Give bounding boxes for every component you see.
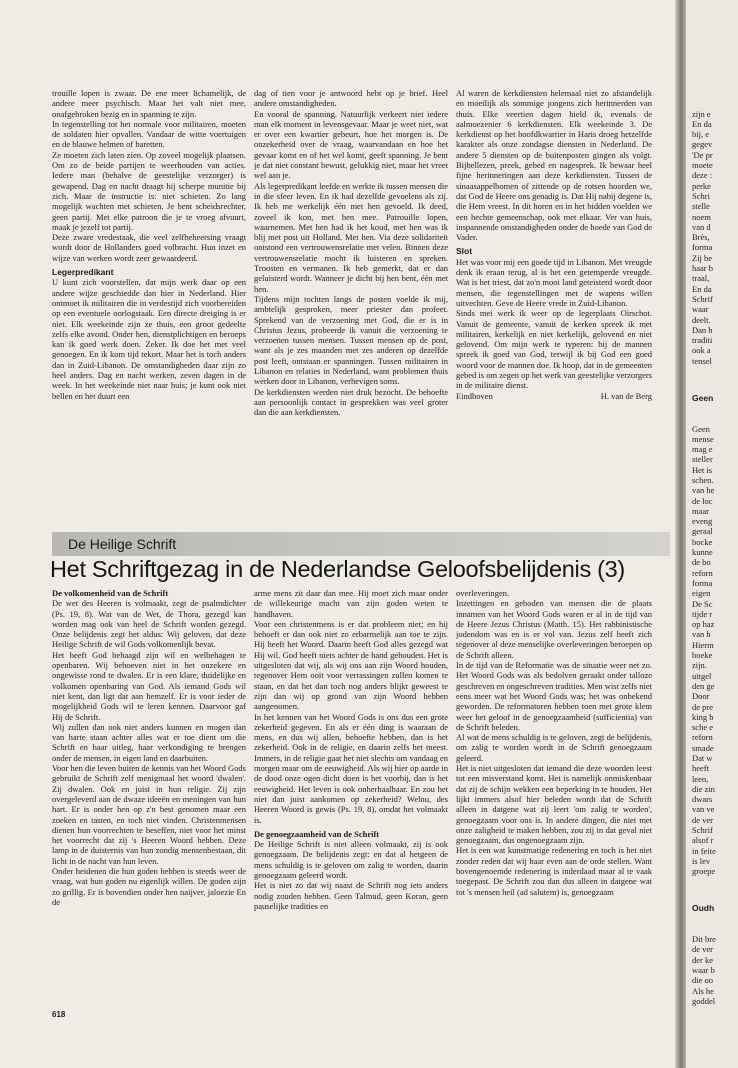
paragraph: In tegenstelling tot het normale voor militairen, moeten de soldaten hier opvallen. Vandaar de witte voertuigen en de blauwe helmen of baretten. [52,118,246,150]
paragraph: trouille lopen is zwaar. De ene meer lichamelijk, de andere meer psychisch. Maar het valt niet mee, onafgebroken bezig en in spanning te zijn. [52,88,246,119]
subheading-volkomenheid: De volkomenheid van de Schrift [52,588,169,598]
paragraph: De wet des Heeren is volmaakt, zegt de psalmdichter (Ps. 19, 8). Wat van de Wet, de Thora, gezegd kan worden mag ook van heel de Schrift worden gezegd. Onze belijdenis zegt het aldus: Wij geloven, dat deze Heilige Schrift de wil Gods volkomenlijk bevat. [52,598,246,650]
paragraph: Deze zware vredestaak, die veel zelfbeheersing vraagt wordt door de Hollanders goed volbracht. Hun inzet en wijze van werken wordt zeer gewaardeerd. [52,232,246,263]
paragraph: De Heilige Schrift is niet alleen volmaakt, zij is ook genoegzaam. De belijdenis zegt: en dat al hetgeen de mens schuldig is te geloven om zalig te worden, daarin genoegzaam geleerd wordt. [254,839,448,881]
paragraph: De kerkdiensten werden niet druk bezocht. De behoefte aan persoonlijk contact in gesprekken was veel groter dan die aan kerkdiensten. [254,386,448,418]
paragraph: arme mens zit daar dan mee. Hij moet zich maar onder de willekeurige macht van zijn goden weten te handhaven. [254,588,448,619]
top-column-3 [456,88,652,528]
author: H. van de Berg [600,390,652,401]
article-column-2 [254,588,448,998]
subheading-legerpredikant: Legerpredikant [52,267,114,278]
article-column-1 [52,588,246,998]
paragraph: dag of tien voor je antwoord hebt op je brief. Heel andere omstandigheden. [254,88,448,109]
subheading-genoegzaamheid: De genoegzaamheid van de Schrift [254,828,380,839]
section-banner-label: De Heilige Schrift [68,536,177,552]
paragraph: Voor hen die leven buiten de kennis van het Woord Gods gebruikt de Schrift zelf menigmaal het woord 'dwalen'. Zij dwalen. Ook en juist in hun religie. Zij zijn overgeleverd aan de dwaze ideeën en meningen van hun hart. Er is onder hen op z'n best genomen maar een zoeken en tasten, en toch niet vinden. Christenmensen dienen hun voorrechten te beseffen, niet voor het minst het voorrecht dat zij 's Heeren Woord hebben. Deze lamp in de duisternis van hun zondig mensenbestaan, dit licht in de nacht van hun leven. [52,763,246,866]
paragraph: En vooral de spanning. Natuurlijk verkeert niet iedere man elk moment in levensgevaar. Maar je weet niet, wat er over een kwartier gebeurt, hoe het morgen is. De onzekerheid over de vraag, waarvandaan en hoe het gevaar komt en of het wel komt, geeft spanning. Je bent je dat niet constant bewust, gelukkig niet, maar het vreet wel aan je. [254,108,448,181]
paragraph: Als legerpredikant leefde en werkte ik tussen mensen die in die sfeer leven. En ik had dezelfde gevoelens als zij. Ik heb me werkelijk één met hen gevoeld. Ik deed, zoveel ik kon, met hen mee. Patrouille lopen, waarnemen. Met hen had ik het koud, met hen was ik blij met post uit Holland. Met hen. Via deze solidariteit ontstond een vertrouwensrelatie met velen. Binnen deze vertrouwensrelatie mocht ik luisteren en spreken. Troosten en vermanen. Ik heb gemerkt, dat er dan geluisterd wordt. Wanneer je dicht bij hen bent, één met hen. [254,180,448,294]
place: Eindhoven [456,390,493,401]
paragraph: Het is niet zo dat wij naast de Schrift nog iets anders nodig zouden hebben. Geen Talmud, geen Koran, geen pauselijke tradities en [254,880,448,911]
paragraph: Sinds mei werk ik weer op de legerplaats Oirschot. Vanuit de gemeente, vanuit de kerken spreek ik met militairen, kerkelijk en niet kerkelijk, gelovend en niet gelovend. Om mijn werk te typeren: bij de mannen spreek ik goed van God, terwijl ik bij God een goed woord voor de mannen doe. Ik hoop, dat in de gemeenten gebed is om zegen op het werk van geestelijke verzorgers in de militaire dienst. [456,308,652,391]
paragraph: Al waren de kerkdiensten helemaal niet zo afstandelijk en moeilijk als sommige jongens zich herinnerden van thuis. Elke veertien dagen hield ik, evenals de aalmoezenier 6 kerkdiensten. Elk weekeinde 3. De kerkdienst op het hoofdkwartier in Haris droeg hetzelfde karakter als onze zondagse diensten in Nederland. De andere 5 diensten op de buitenposten gingen als volgt. Bijbellezen, preek, gebed en nagesprek. Ik bewaar heel fijne herinneringen aan deze kerkdiensten. Tussen de sinaasappelbomen of zittende op de rotsen hoorden we, dat God de Heere ons genadig is. Dat Hij nabij degene is, die Hem vreest. In dit horen en in het bidden voelden we een hechte gemeenschap, ook met elkaar. Ver van huis, inspannende omstandigheden onder de hoede van God de Vader. [456,88,652,243]
paragraph: Het was voor mij een goede tijd in Libanon. Met vreugde denk ik eraan terug, al is het een getemperde vreugde. Wat is het triest, dat zo'n mooi land geteisterd wordt door mensen, die tegenstellingen met de wapens willen uitvechten. Geve de Heere vrede in Zuid-Libanon. [456,256,652,308]
paragraph: Het is een wat kunstmatige redenering en toch is het niet zonder reden dat wij haar even aan de orde stellen. Want bovengenoemde redenering is inderdaad maar al te vaak toegepast. De Schrift zou dan dus alleen in datgene wat tot 's mensen heil (ad salutem) is, genoegzaam [456,845,652,897]
paragraph: Al wat de mens schuldig is te geloven, zegt de belijdenis, om zalig te worden wordt in de Schrift genoegzaam geleerd. [456,732,652,763]
top-column-1 [52,88,246,528]
right-page-text [692,88,738,1027]
paragraph: Voor een christenmens is er dat probleem niet; en hij behoeft er dan ook niet zo erbarmelijk aan toe te zijn. Hij heeft het Woord. Daarin heeft God alles gezegd wat Hij wil. God heeft niets achter de hand gehouden. Het is uitgesloten dat wij, als wij ons aan zijn Woord houden, tegenover Hem ooit voor verrassingen zullen komen te staan, en dat het dan toch nog anders blijkt geweest te zijn dan wij op grond van zijn Woord hebben aangenomen. [254,618,448,712]
top-column-2 [254,88,448,528]
article-title: Het Schriftgezag in de Nederlandse Geloofsbelijdenis (3) [50,556,625,582]
paragraph: overleveringen. [456,588,510,598]
subheading-slot: Slot [456,246,473,257]
right-heading-geen: Geen [692,392,714,403]
paragraph: In de tijd van de Reformatie was de situatie weer net zo. Het Woord Gods was als bedolven geraakt onder talloze geschreven en ongeschreven tradities. Men wist zelfs niet eens meer wat het Woord Gods was; het was onbekend geworden. De reformatoren hebben toen met grote klem weer het geloof in de genoegzaamheid (sufficientia) van de Schrift beleden. [456,660,652,732]
paragraph: Inzettingen en geboden van mensen die de plaats innamen van het Woord Gods waren er al in de tijd van de Heere Jezus Christus (Matth. 15). Het rabbinistische jodendom was en is er vol van. Jezus zelf heeft zich tegenover al deze menselijke overleveringen beroepen op de Schrift alleen. [456,598,652,660]
article-column-3 [456,588,652,998]
signature-line [456,391,652,401]
paragraph: Tijdens mijn tochten langs de posten voelde ik mij, ambtelijk gesproken, meer priester dan profeet. Sprekend van de verzoening met God, die er is in Christus Jezus, probeerde ik vanuit die verzoening te verzoenen tussen mensen. Tussen mensen op de post, want als je zes maanden met zes anderen op dezelfde post leeft, ontstaan er spanningen. Tussen militairen in Libanon en relaties in Nederland, want problemen thuis werken door in Libanon, verhevigen soms. [254,293,448,387]
paragraph: In het kennen van het Woord Gods is ons dus een grote zekerheid gegeven. En als er één ding is waaraan de mens, en dus wij allen, behoefte hebben, dan is het zekerheid. Ook in de religie, en daarin zelfs het meest. Immers, in de religie gaat het niet slechts om vandaag en morgen maar om de eeuwigheid. Als wij hier op aarde in de dood onze ogen dicht doen is het voorbij, dan is het eeuwigheid. Het leven is ook onherhaalbaar. En zou het niet dan juist aankomen op zekerheid? Welnu, des Heeren Woord is gewis (Ps. 19, 8), omdat het volmaakt is. [254,711,448,825]
paragraph: Ze moeten zich laten zien. Op zoveel mogelijk plaatsen. Om zo de beide partijen te weerhouden van acties. Iedere man (behalve de geestelijke verzorger) is gewapend. Dag en nacht draagt hij scherpe munitie bij zich. Maar de instructie is: niet schieten. Zo lang mogelijk wachten met schieten. Je bent scheidsrechter, geen partij. Met elke patroon die je te vroeg afvuurt, maak je jezelf tot partij. [52,149,246,232]
right-page-fragment [686,0,738,1068]
paragraph: Wij zullen dan ook niet anders kunnen en mogen dan van harte staan achter alles wat er toe dient om die Schrift en haar uitleg, haar verkondiging te brengen onder de mensen, in eigen land en daarbuiten. [52,721,246,763]
paragraph: U kunt zich voorstellen, dat mijn werk daar op een andere wijze geschiedde dan hier in Nederland. Hier ontmoet ik militairen die in verdestijd zich voorbereiden op een eventuele oorlogstaak. Een directe dreiging is er niet. Elk weekeinde zijn ze thuis, een groot gedeelte zelfs elke avond. Onder hen, dienstplichtigen en beroeps kan ik goed werk doen. Zeker. Ik doe het met veel genoegen. En ik kom tijd tekort. Maar het is toch anders dan in Zuid-Libanon. De omstandigheden daar zijn zo heel anders. Dag en nacht werken, zeven dagen in de week. In het weekeinde niet naar huis; je kunt ook niet bellen en het duurt een [52,277,246,401]
paragraph: Het is niet uitgesloten dat iemand die deze woorden leest tot een misverstand komt. Het is namelijk onmiskenbaar dat zij de schijn wekken een beperking in te houden. Het lijkt immers alsof hier beleden wordt dat de Schrift alleen in datgene wat zij leert 'om zalig te worden', genoegzaam voor ons is. In andere dingen, die niet met onze zaligheid te maken hebben, zou zij in dat geval niet genoegzaam, dus ongenoegzaam zijn. [456,763,652,846]
right-lines-b: Geen mense mag e steller Het is schen. van he de loc maar eveng geraal bocke kunne de bo reforn forma eigen De Sc tijde r op haz van h Hierm boeke zijn. uitgel den ge Door de pre king b sche e reforn smade Dat w heeft leen, die zin dwars van ve de ver Schrif alsof r in feite is lev groepe [692,423,716,877]
right-lines-a: zijn e En da bij, e gegev 'De pr moete deze : perke Schri stelle noem van d Brès, forma Zij be haar b traal, En da Schrif waar deelt. Dan h traditi ook a tensel [692,108,714,366]
page-number: 618 [52,1010,66,1019]
paragraph: Het heeft God behaagd zijn wil en welbehagen te openbaren. Wij behoeven niet in het onzekere en ongewisse rond te dwalen. Er is een klare, duidelijke en volkomen openbaring van God. Als iemand Gods wil niet kent, dan ligt dat aan hemzelf. Er is voor ieder de mogelijkheid Gods wil te leren kennen. Daarvoor gaf Hij de Schrift. [52,649,246,722]
right-lines-c: Dit bre de ver der ke waar b die oo Als he goddel [692,934,716,1006]
paragraph: Onder heidenen die hun goden hebben is steeds weer de vraag, wat hun goden nu eigenlijk willen. De goden zijn zo grillig. Er is bovendien onder hen naijver, jaloezie En de [52,866,246,907]
right-heading-oudh: Oudh [692,903,715,914]
